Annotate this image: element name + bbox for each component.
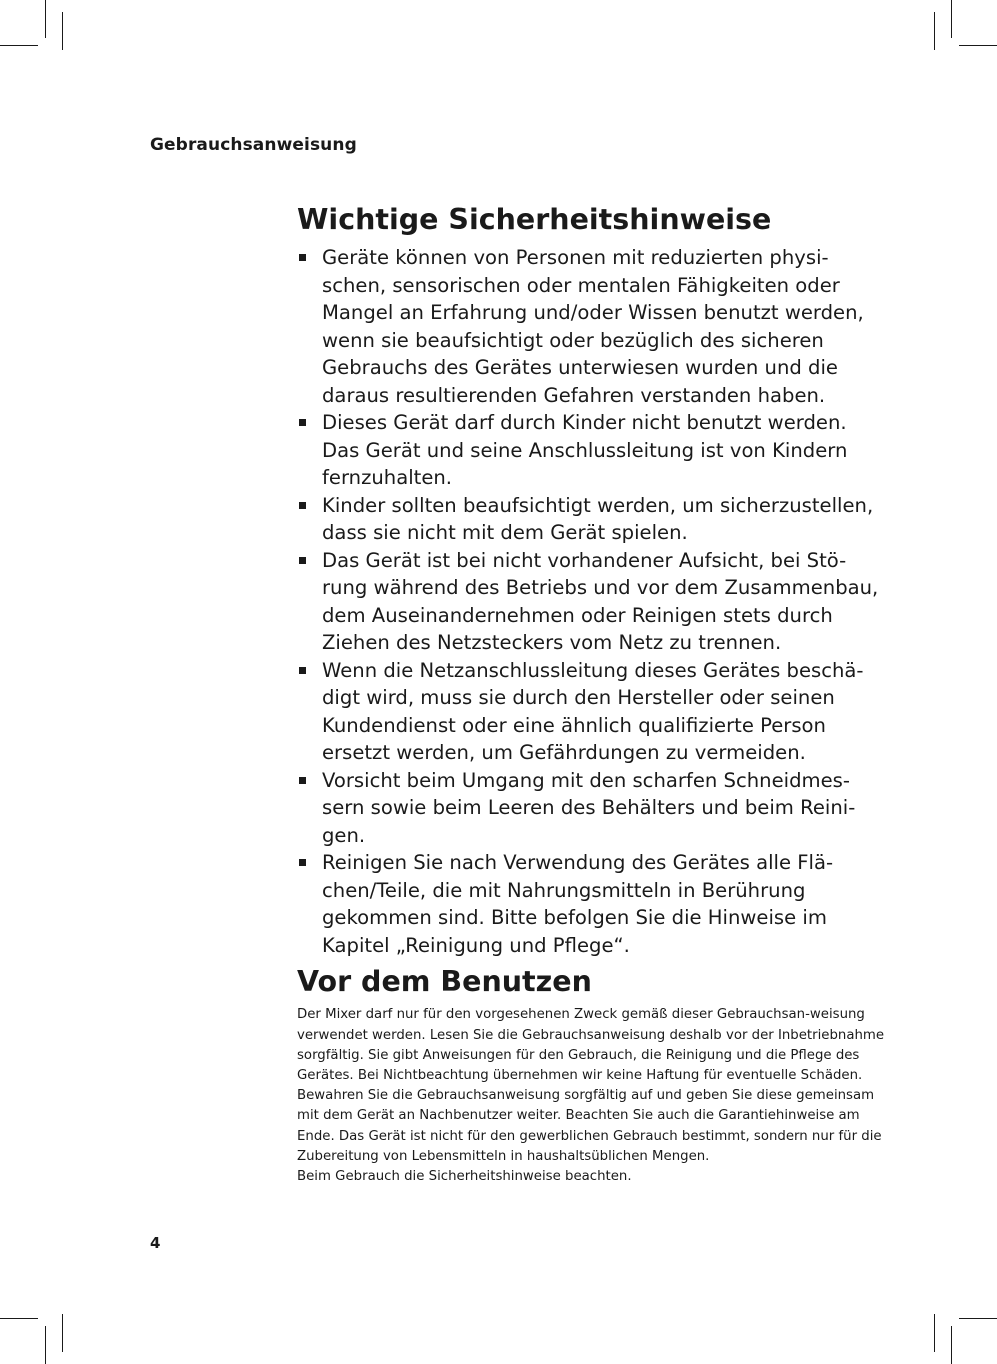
list-item xyxy=(297,547,887,657)
crop-mark xyxy=(0,45,38,46)
list-item xyxy=(297,409,887,492)
crop-mark xyxy=(62,12,63,50)
crop-mark xyxy=(959,1318,997,1319)
list-item-text: Vorsicht beim Umgang mit den scharfen Schneidmes-sern sowie beim Leeren des Behälters und beim Reini-gen. xyxy=(322,768,856,847)
crop-mark xyxy=(45,1326,46,1364)
list-item-text: Kinder sollten beaufsichtigt werden, um sicherzustellen, dass sie nicht mit dem Gerät spielen. xyxy=(322,493,874,545)
before-use-paragraph: Der Mixer darf nur für den vorgesehenen Zweck gemäß dieser Gebrauchsan-weisung verwendet werden. Lesen Sie die Gebrauchsanweisung deshalb vor der Inbetriebnahme sorgfältig. Sie gibt Anweisungen für den Gebrauch, die Reinigung und die Pflege des Gerätes. Bei Nichtbeachtung übernehmen wir keine Haftung für eventuelle Schäden. Bewahren Sie die Gebrauchsanweisung sorgfältig auf und geben Sie diese gemeinsam mit dem Gerät an Nachbenutzer weiter. Beachten Sie auch die Garantiehinweise am Ende. Das Gerät ist nicht für den gewerblichen Gebrauch bestimmt, sondern nur für die Zubereitung von Lebensmitteln in haushaltsüblichen Mengen. xyxy=(297,1007,885,1164)
crop-mark xyxy=(934,1314,935,1352)
page-number: 4 xyxy=(150,1234,161,1252)
bullet-square-icon xyxy=(299,859,306,866)
crop-mark xyxy=(62,1314,63,1352)
crop-mark xyxy=(951,0,952,38)
list-item xyxy=(297,492,887,547)
main-content xyxy=(297,200,887,1187)
crop-mark xyxy=(45,0,46,38)
bullet-square-icon xyxy=(299,777,306,784)
list-item-text: Dieses Gerät darf durch Kinder nicht benutzt werden. Das Gerät und seine Anschlussleitung ist von Kindern fernzuhalten. xyxy=(322,411,848,490)
list-item xyxy=(297,657,887,767)
running-head: Gebrauchsanweisung xyxy=(150,135,357,155)
before-use-title: Vor dem Benutzen xyxy=(297,965,592,999)
bullet-square-icon xyxy=(299,419,306,426)
safety-title: Wichtige Sicherheitshinweise xyxy=(297,203,772,236)
before-use-body xyxy=(297,1005,887,1187)
crop-mark xyxy=(0,1318,38,1319)
bullet-square-icon xyxy=(299,502,306,509)
list-item-text: Das Gerät ist bei nicht vorhandener Aufsicht, bei Stö-rung während des Betriebs und vor dem Zusammenbau, dem Auseinandernehmen oder Reinigen stets durch Ziehen des Netzsteckers vom Netz zu trennen. xyxy=(322,548,879,655)
list-item-text: Wenn die Netzanschlussleitung dieses Gerätes beschä-digt wird, muss sie durch den Hersteller oder seinen Kundendienst oder eine ähnlich qualifizierte Person ersetzt werden, um Gefährdungen zu vermeiden. xyxy=(322,658,864,765)
before-use-note: Beim Gebrauch die Sicherheitshinweise beachten. xyxy=(297,1169,632,1184)
bullet-square-icon xyxy=(299,557,306,564)
crop-mark xyxy=(934,12,935,50)
crop-mark xyxy=(951,1326,952,1364)
bullet-square-icon xyxy=(299,667,306,674)
list-item xyxy=(297,767,887,850)
list-item-text: Geräte können von Personen mit reduzierten physi-schen, sensorischen oder mentalen Fähigkeiten oder Mangel an Erfahrung und/oder Wissen benutzt werden, wenn sie beaufsichtigt oder bezüglich des sicheren Gebrauchs des Gerätes unterwiesen wurden und die daraus resultierenden Gefahren verstanden haben. xyxy=(322,246,864,407)
crop-mark xyxy=(959,45,997,46)
bullet-square-icon xyxy=(299,254,306,261)
list-item xyxy=(297,244,887,409)
safety-list xyxy=(297,244,887,959)
list-item xyxy=(297,849,887,959)
list-item-text: Reinigen Sie nach Verwendung des Gerätes alle Flä-chen/Teile, die mit Nahrungsmitteln in Berührung gekommen sind. Bitte befolgen Sie die Hinweise im Kapitel „Reinigung und Pflege“. xyxy=(322,851,834,957)
